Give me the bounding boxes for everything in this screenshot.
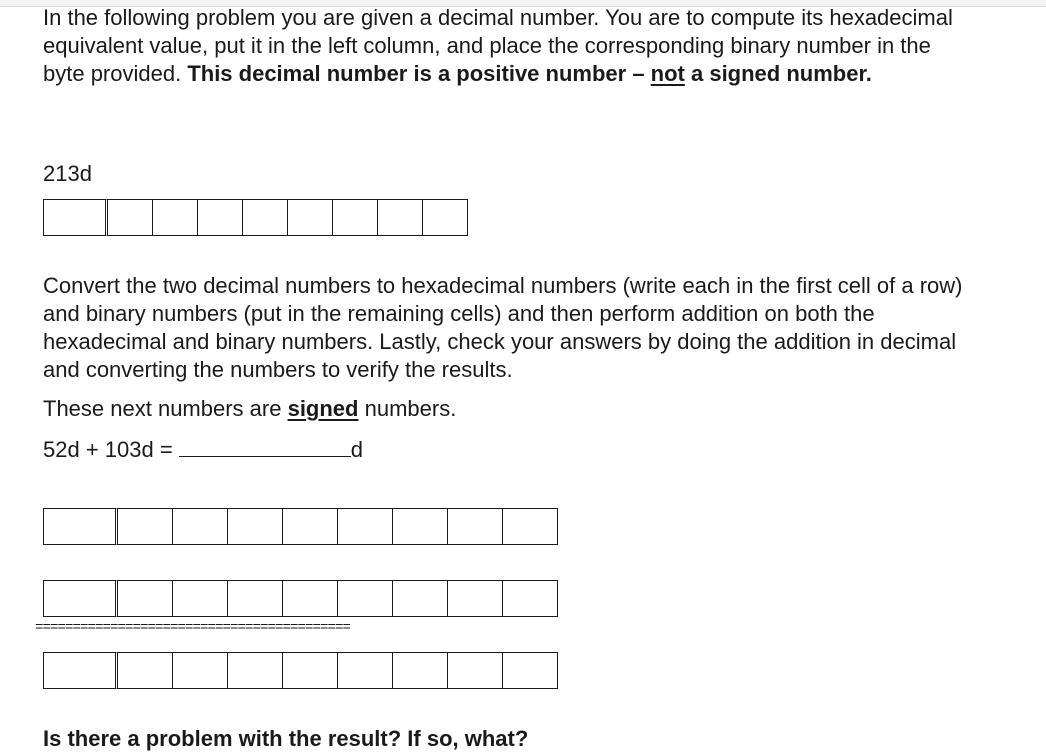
addend2-bit-cell[interactable] [447,580,503,617]
sum-separator: ========================================== [35,620,351,636]
problem1-bit-cell[interactable] [377,199,423,236]
addend2-bit-cell[interactable] [282,580,338,617]
problem1-hex-cell[interactable] [43,199,108,236]
result-bit-cell[interactable] [337,652,393,689]
addend1-bit-cell[interactable] [392,508,448,545]
problem1-bit-cell[interactable] [107,199,153,236]
addend1-bit-cell[interactable] [502,508,558,545]
result-bit-cell[interactable] [117,652,173,689]
signed-note-prefix: These next numbers are [43,396,288,421]
addend1-bit-cell[interactable] [117,508,173,545]
addend2-bit-cell[interactable] [117,580,173,617]
problem1-bit-cell[interactable] [332,199,378,236]
result-bit-cell[interactable] [227,652,283,689]
problem1-byte-row [43,199,468,236]
equation-text: 52d + 103d = [43,437,173,462]
result-bit-cell[interactable] [282,652,338,689]
addend1-bit-cell[interactable] [337,508,393,545]
problem1-emphasis-b: a signed number. [684,61,872,86]
result-bit-cell[interactable] [172,652,228,689]
problem1-bit-cell[interactable] [287,199,333,236]
addend1-bit-cell[interactable] [447,508,503,545]
result-bit-cell[interactable] [392,652,448,689]
addend2-bit-cell[interactable] [392,580,448,617]
problem1-bit-cell[interactable] [242,199,288,236]
problem1-bit-cell[interactable] [152,199,198,236]
addend1-hex-cell[interactable] [43,508,118,545]
result-row [43,652,558,689]
signed-note-word: signed [287,396,359,421]
answer-blank[interactable] [179,434,351,457]
signed-note [43,395,456,423]
result-bit-cell[interactable] [502,652,558,689]
addend2-row [43,580,558,617]
problem1-bit-cell[interactable] [422,199,468,236]
problem1-emphasis [187,61,872,86]
addend2-bit-cell[interactable] [227,580,283,617]
addend1-bit-cell[interactable] [282,508,338,545]
addend2-bit-cell[interactable] [502,580,558,617]
signed-note-suffix: numbers. [358,396,457,421]
result-bit-cell[interactable] [447,652,503,689]
problem1-intro-text: In the following problem you are given a decimal number. You are to compute its hexadecimal equivalent value, put it in the left column, and place the corresponding binary number in the byte provided. [43,5,953,86]
result-hex-cell[interactable] [43,652,118,689]
equation-suffix: d [350,437,363,462]
addend2-hex-cell[interactable] [43,580,118,617]
problem1-emphasis-a: This decimal number is a positive number – [187,61,651,86]
problem1-instructions [43,4,978,88]
problem1-emphasis-not: not [650,61,685,86]
addend1-row [43,508,558,545]
addend2-bit-cell[interactable] [172,580,228,617]
addend2-bit-cell[interactable] [337,580,393,617]
problem1-number: 213d [43,161,92,186]
addition-equation [43,434,363,464]
problem1-bit-cell[interactable] [197,199,243,236]
result-question: Is there a problem with the result? If so, what? [43,726,529,751]
addend1-bit-cell[interactable] [172,508,228,545]
problem2-instructions: Convert the two decimal numbers to hexadecimal numbers (write each in the first cell of a row) and binary numbers (put in the remaining cells) and then perform addition on both the hexadecimal and binary numbers. Lastly, check your answers by doing the addition in decimal and converting the numbers to verify the results. [43,273,963,382]
addend1-bit-cell[interactable] [227,508,283,545]
